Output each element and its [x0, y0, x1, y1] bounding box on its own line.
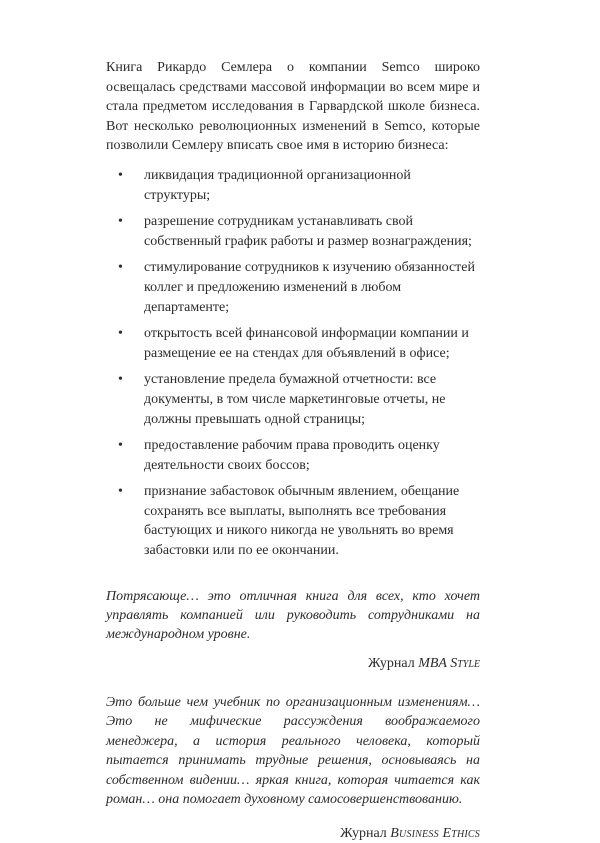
review-source-business-ethics: [106, 824, 480, 843]
review-quote-business-ethics: Это больше чем учебник по организационным изменениям… Это не мифические рассуждения воображаемого менеджера, а история реального человека, который пытается принимать трудные решения, основываясь на собственном видении… яркая книга, которая читается как роман… она помогает духовному самосовершенствованию.: [106, 694, 480, 807]
source-prefix: Журнал: [340, 826, 387, 842]
bullet-icon: •: [118, 214, 123, 230]
review-source-mba-style: [106, 654, 480, 673]
list-item: • установление предела бумажной отчетности: все документы, в том числе маркетинговые отчеты, не должны превышать одной страницы;: [118, 372, 446, 427]
bullet-icon: •: [118, 484, 123, 500]
magazine-name: MBA Style: [418, 655, 480, 671]
intro-paragraph: Книга Рикардо Семлера о компании Semco широко освещалась средствами массовой информации во всем мире и стала предметом исследования в Гарвардской школе бизнеса. Вот несколько революционных изменений в Semco, которые позволили Семлеру вписать свое имя в историю бизнеса:: [106, 60, 480, 154]
list-item: • разрешение сотрудникам устанавливать свой собственный график работы и размер вознаграждения;: [118, 214, 472, 249]
list-item: • открытость всей финансовой информации компании и размещение ее на стендах для объявлений в офисе;: [118, 326, 469, 361]
source-prefix: Журнал: [368, 655, 415, 671]
list-item: • признание забастовок обычным явлением, обещание сохранять все выплаты, выполнять все требования бастующих и никого никогда не увольнять во время забастовки или по ее окончании.: [118, 484, 460, 559]
list-item: • предоставление рабочим права проводить оценку деятельности своих боссов;: [118, 438, 440, 473]
bullet-icon: •: [118, 438, 123, 454]
bullet-icon: •: [118, 326, 123, 342]
bullet-icon: •: [118, 260, 123, 276]
page-content: [106, 58, 480, 843]
bullet-icon: •: [118, 372, 123, 388]
bullet-icon: •: [118, 167, 123, 183]
magazine-name: Business Ethics: [390, 826, 480, 842]
list-item: • ликвидация традиционной организационной структуры;: [118, 167, 411, 203]
list-item: • стимулирование сотрудников к изучению обязанностей коллег и предложению изменений в любом департаменте;: [118, 260, 476, 315]
changes-list: [106, 166, 480, 561]
review-quote-mba-style: Потрясающе… это отличная книга для всех, кто хочет управлять компанией или руководить сотрудниками на международном уровне.: [106, 588, 480, 643]
